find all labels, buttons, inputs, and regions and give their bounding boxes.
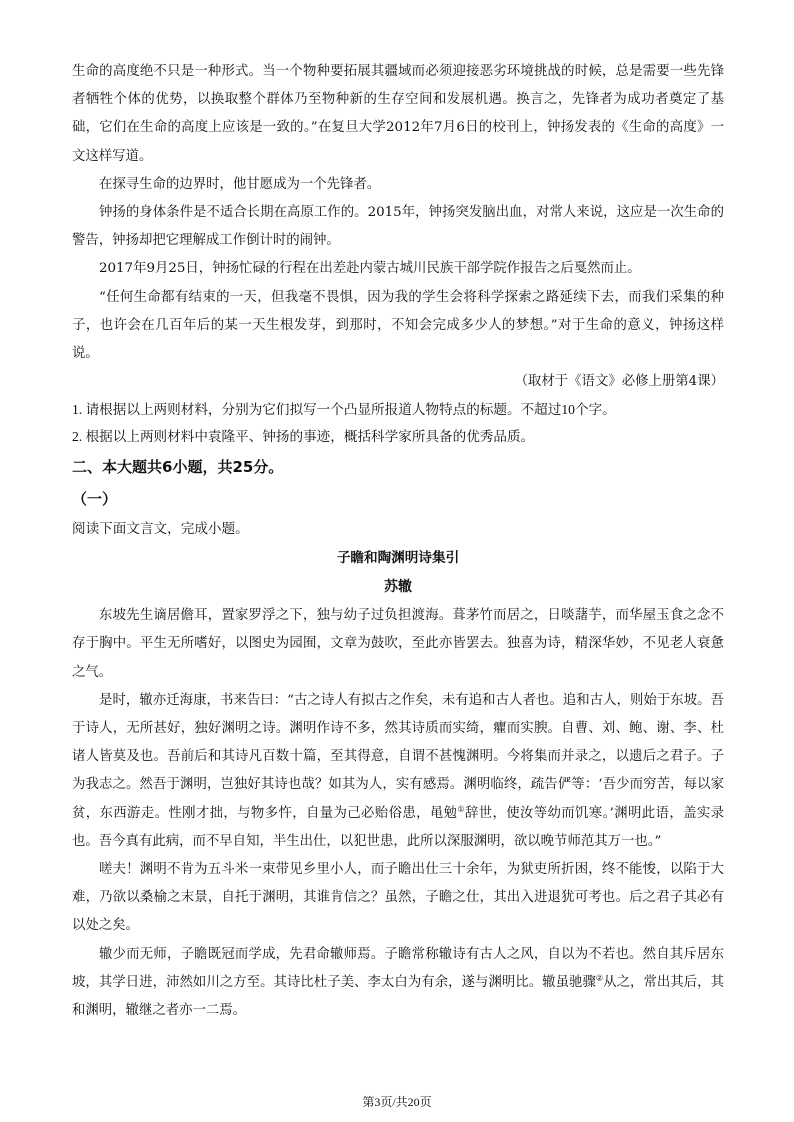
reading-paragraph-5: “任何生命都有结束的一天，但我毫不畏惧，因为我的学生会将科学探索之路延续下去，而我们采集的种子，也许会在几百年后的某一天生根发芽，到那时，不知会完成多少人的梦想。”对于生命的意义，钟扬这样说。 [72, 289, 724, 362]
footnote-marker-2: ② [595, 973, 604, 983]
section-instruction: 阅读下面文言文，完成小题。 [72, 521, 249, 537]
page-content [72, 58, 724, 1025]
section-heading: 二、本大题共6小题，共25分。 [72, 458, 284, 477]
classical-title: 子瞻和陶渊明诗集引 [336, 550, 460, 567]
reading-paragraph-2: 在探寻生命的边界时，他甘愿成为一个先锋者。 [99, 176, 381, 192]
page-footer: 第3页/共20页 [362, 1095, 432, 1109]
classical-paragraph-3: 嗟夫！渊明不肯为五斗米一束带见乡里小人，而子瞻出仕三十余年，为狱吏所折困，终不能悛，以陷于大难，乃欲以桑榆之末景，自托于渊明，其谁肯信之？虽然，子瞻之仕，其出入进退犹可考也。后之君子其必有以处之矣。 [72, 862, 724, 934]
subsection-label: （一） [72, 490, 118, 509]
question-1: 1. 请根据以上两则材料，分别为它们拟写一个凸显所报道人物特点的标题。不超过10个字。 [72, 402, 616, 418]
question-2: 2. 根据以上两则材料中袁隆平、钟扬的事迹，概括科学家所具备的优秀品质。 [72, 429, 535, 445]
reading-paragraph-3: 钟扬的身体条件是不适合长期在高原工作的。2015年，钟扬突发脑出血，对常人来说，这应是一次生命的警告，钟扬却把它理解成工作倒计时的闹钟。 [72, 205, 724, 249]
classical-paragraph-2-text-b: 辞世，使汝等幼而饥寒。’渊明此语，盖实录也。吾今真有此病，而不早自知，半生出仕，以犯世患，此所以深服渊明，欲以晚节师范其万一也。” [72, 805, 725, 849]
classical-paragraph-4-text-a: 辙少而无师，子瞻既冠而学成，先君命辙师焉。子瞻常称辙诗有古人之风，自以为不若也。然自其斥居东坡，其学日进，沛然如川之方至。其诗比杜子美、李太白为有余，遂与渊明比。辙虽驰骤 [72, 946, 724, 990]
classical-paragraph-4-text-b: 从之，常出其后，其和渊明，辙继之者亦一二焉。 [72, 974, 725, 1019]
classical-paragraph-1: 东坡先生谪居儋耳，置家罗浮之下，独与幼子过负担渡海。葺茅竹而居之，日啖藷芋，而华屋玉食之念不存于胸中。平生无所嗜好，以图史为园囿，文章为鼓吹，至此亦皆罢去。独喜为诗，精深华妙，不见老人衰惫之气。 [72, 608, 724, 680]
footnote-marker-1: ① [457, 804, 465, 814]
classical-paragraph-2 [72, 687, 724, 856]
reading-paragraph-1: 生命的高度绝不只是一种形式。当一个物种要拓展其疆域而必须迎接恶劣环境挑战的时候，总是需要一些先锋者牺牲个体的优势，以换取整个群体乃至物种新的生存空间和发展机遇。换言之，先锋者为成功者奠定了基础，它们在生命的高度上应该是一致的。”在复旦大学2012年7月6日的校刊上，钟扬发表的《生命的高度》一文这样写道。 [72, 64, 724, 164]
reading-paragraph-4: 2017年9月25日，钟扬忙碌的行程在出差赴内蒙古城川民族干部学院作报告之后戛然而止。 [99, 261, 641, 277]
classical-author: 苏辙 [384, 579, 412, 596]
reading-source: （取材于《语文》必修上册第4课） [514, 374, 724, 390]
classical-paragraph-2-text-a: 是时，辙亦迁海康，书来告曰：“古之诗人有拟古之作矣，未有追和古人者也。追和古人，则始于东坡。吾于诗人，无所甚好，独好渊明之诗。渊明作诗不多，然其诗质而实绮，癯而实腴。自曹、刘、鲍、谢、李、杜诸人皆莫及也。吾前后和其诗凡百数十篇，至其得意，自谓不甚愧渊明。今将集而并录之，以遗后之君子。子为我志之。然吾于渊明，岂独好其诗也哉？如其为人，实有感焉。渊明临终，疏告俨等：‘吾少而穷苦，每以家贫，东西游走。性刚才拙，与物多忤，自量为己必贻俗患，黾勉 [72, 692, 724, 821]
classical-paragraph-4 [72, 941, 724, 1026]
